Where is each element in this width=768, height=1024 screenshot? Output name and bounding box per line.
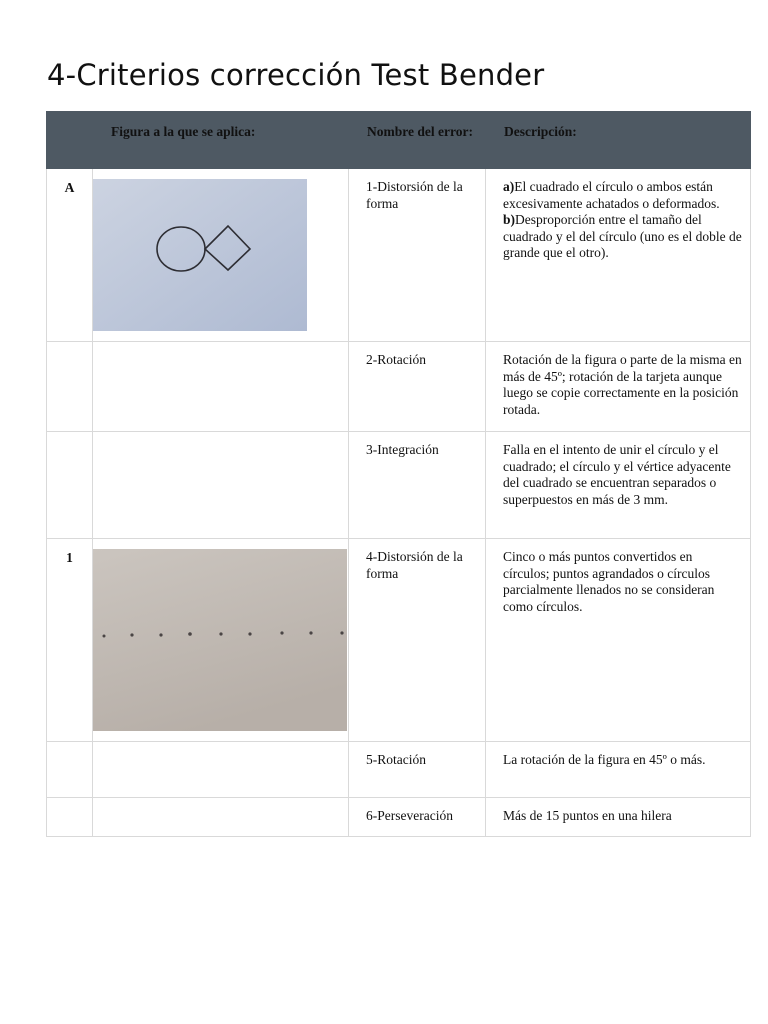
desc-prefix-a: a) — [503, 179, 515, 194]
error-description: La rotación de la figura en 45º o más. — [486, 742, 751, 798]
table-row — [47, 539, 751, 742]
criteria-table — [46, 111, 751, 837]
row-label — [47, 432, 93, 539]
error-name: 3-Integración — [349, 432, 486, 539]
error-description: Falla en el intento de unir el círculo y el cuadrado; el círculo y el vértice adyacente del cuadrado se encuentran separados o superpuestos en más de 3 mm. — [486, 432, 751, 539]
error-name: 4-Distorsión de la forma — [349, 539, 486, 742]
table-row — [47, 742, 751, 798]
row-label — [47, 798, 93, 837]
row-label — [47, 742, 93, 798]
error-description: Rotación de la figura o parte de la misma en más de 45º; rotación de la tarjeta aunque luego se copie correctamente en la posición rotada. — [486, 342, 751, 432]
table-header-row — [47, 112, 751, 169]
figure-cell — [93, 742, 349, 798]
header-label-column — [47, 112, 93, 169]
row-label: A — [47, 169, 93, 342]
table-row — [47, 798, 751, 837]
desc-text-b: Desproporción entre el tamaño del cuadrado y el del círculo (uno es el doble de grande que el otro). — [503, 212, 742, 260]
row-label — [47, 342, 93, 432]
header-error-name: Nombre del error: — [349, 112, 486, 169]
bender-figure-a-photo — [93, 179, 307, 331]
table-row — [47, 342, 751, 432]
header-figure: Figura a la que se aplica: — [93, 112, 349, 169]
table-row — [47, 432, 751, 539]
error-description: Más de 15 puntos en una hilera — [486, 798, 751, 837]
error-description: Cinco o más puntos convertidos en círculos; puntos agrandados o círculos parcialmente llenados no se consideran como círculos. — [486, 539, 751, 742]
figure-cell — [93, 169, 349, 342]
figure-cell — [93, 798, 349, 837]
figure-cell — [93, 342, 349, 432]
header-description: Descripción: — [486, 112, 751, 169]
row-label: 1 — [47, 539, 93, 742]
bender-figure-1-photo — [93, 549, 347, 731]
error-description — [486, 169, 751, 342]
page-title: 4-Criterios corrección Test Bender — [47, 58, 545, 92]
error-name: 1-Distorsión de la forma — [349, 169, 486, 342]
error-name: 6-Perseveración — [349, 798, 486, 837]
figure-cell — [93, 432, 349, 539]
error-name: 5-Rotación — [349, 742, 486, 798]
desc-text-a: El cuadrado el círculo o ambos están excesivamente achatados o deformados. — [503, 179, 720, 211]
table-row — [47, 169, 751, 342]
figure-cell — [93, 539, 349, 742]
desc-prefix-b: b) — [503, 212, 516, 227]
error-name: 2-Rotación — [349, 342, 486, 432]
